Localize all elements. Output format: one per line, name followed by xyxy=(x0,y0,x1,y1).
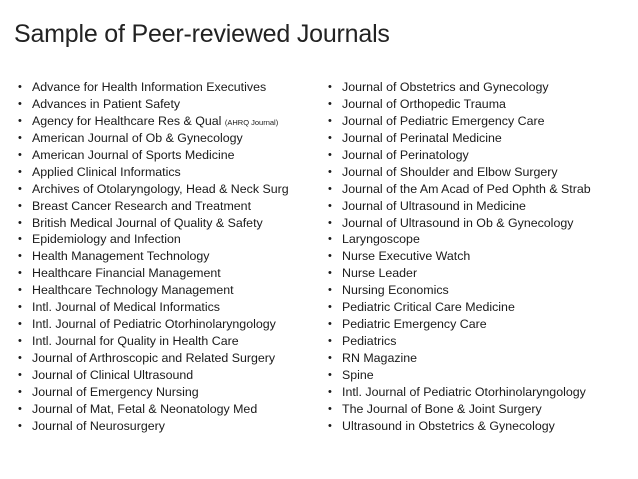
bullet: • xyxy=(18,233,22,246)
journal-name: Pediatrics xyxy=(342,334,397,349)
journal-name: Pediatric Emergency Care xyxy=(342,317,487,332)
list-item xyxy=(328,215,591,232)
bullet: • xyxy=(18,284,22,297)
journal-name: Journal of Pediatric Emergency Care xyxy=(342,113,545,128)
bullet: • xyxy=(328,419,332,432)
list-item xyxy=(18,299,289,316)
journal-name: Journal of Mat, Fetal & Neonatology Med xyxy=(32,401,258,416)
bullet: • xyxy=(328,233,332,246)
list-item xyxy=(18,231,289,248)
list-item xyxy=(328,282,591,299)
journal-name: Health Management Technology xyxy=(32,249,210,264)
list-item xyxy=(18,316,289,333)
list-item xyxy=(18,79,289,96)
journal-name: Nursing Economics xyxy=(342,283,449,298)
bullet: • xyxy=(328,301,332,314)
bullet: • xyxy=(18,318,22,331)
bullet: • xyxy=(18,385,22,398)
list-item xyxy=(328,401,591,418)
journal-name: RN Magazine xyxy=(342,351,418,365)
bullet: • xyxy=(18,97,22,110)
list-item xyxy=(328,164,591,181)
journal-name: Laryngoscope xyxy=(342,232,420,247)
journal-name: Intl. Journal of Pediatric Otorhinolaryngology xyxy=(342,384,586,399)
list-item xyxy=(18,130,289,147)
journal-name: Journal of Arthroscopic and Related Surgery xyxy=(32,351,276,365)
list-item xyxy=(18,164,289,181)
bullet: • xyxy=(328,148,332,161)
bullet: • xyxy=(328,199,332,212)
list-item xyxy=(18,248,289,265)
journal-name: Journal of Ultrasound in Medicine xyxy=(342,198,526,213)
list-item xyxy=(18,333,289,350)
list-item xyxy=(18,198,289,215)
bullet: • xyxy=(18,301,22,314)
journal-name: Spine xyxy=(342,367,374,382)
bullet: • xyxy=(18,81,22,93)
journal-name: Agency for Healthcare Res & Qual xyxy=(32,113,222,128)
list-item xyxy=(18,384,289,401)
journal-name: Journal of Orthopedic Trauma xyxy=(342,96,506,111)
bullet: • xyxy=(328,352,332,364)
journal-name: The Journal of Bone & Joint Surgery xyxy=(342,401,542,416)
journal-name: Journal of Obstetrics and Gynecology xyxy=(342,80,549,94)
bullet: • xyxy=(18,148,22,161)
list-item xyxy=(18,147,289,164)
journal-name: Healthcare Financial Management xyxy=(32,266,221,281)
journal-name: Nurse Leader xyxy=(342,266,418,281)
bullet: • xyxy=(18,267,22,280)
journal-name: Journal of Emergency Nursing xyxy=(32,384,199,399)
list-item xyxy=(328,79,591,96)
journal-name: Ultrasound in Obstetrics & Gynecology xyxy=(342,418,555,433)
bullet: • xyxy=(328,131,332,144)
list-item xyxy=(328,96,591,113)
list-item xyxy=(328,367,591,384)
journal-name: Intl. Journal of Pediatric Otorhinolaryngology xyxy=(32,317,276,332)
journal-name: British Medical Journal of Quality & Safety xyxy=(32,215,263,230)
bullet: • xyxy=(18,131,22,144)
bullet: • xyxy=(328,165,332,178)
journal-name: Breast Cancer Research and Treatment xyxy=(32,198,252,213)
list-item xyxy=(328,130,591,147)
journal-name: Journal of the Am Acad of Ped Ophth & Strab xyxy=(342,181,591,196)
journal-name: Journal of Perinatology xyxy=(342,147,469,162)
bullet: • xyxy=(18,182,22,195)
bullet: • xyxy=(18,352,22,364)
bullet: • xyxy=(18,165,22,178)
bullet: • xyxy=(328,284,332,297)
list-item xyxy=(328,113,591,130)
journal-name: Pediatric Critical Care Medicine xyxy=(342,300,515,315)
list-item xyxy=(328,316,591,333)
bullet: • xyxy=(328,368,332,381)
bullet: • xyxy=(328,182,332,195)
list-item xyxy=(18,401,289,418)
journal-name: Advance for Health Information Executives xyxy=(32,80,267,94)
journal-name: Archives of Otolaryngology, Head & Neck Surg xyxy=(32,181,289,196)
bullet: • xyxy=(18,335,22,348)
bullet: • xyxy=(328,267,332,280)
bullet: • xyxy=(328,81,332,93)
list-item xyxy=(328,265,591,282)
bullet: • xyxy=(328,97,332,110)
list-item xyxy=(18,113,289,130)
bullet: • xyxy=(18,368,22,381)
list-item xyxy=(328,181,591,198)
list-item xyxy=(328,333,591,350)
bullet: • xyxy=(328,250,332,263)
journal-name: Journal of Ultrasound in Ob & Gynecology xyxy=(342,215,574,230)
bullet: • xyxy=(328,114,332,127)
list-item xyxy=(18,418,289,435)
journal-name: American Journal of Ob & Gynecology xyxy=(32,130,243,145)
journal-name: Nurse Executive Watch xyxy=(342,249,471,264)
journal-name: Journal of Clinical Ultrasound xyxy=(32,367,194,382)
journal-name: Advances in Patient Safety xyxy=(32,96,181,111)
bullet: • xyxy=(328,402,332,415)
list-item xyxy=(328,231,591,248)
bullet: • xyxy=(328,318,332,331)
list-item xyxy=(328,384,591,401)
list-item xyxy=(328,248,591,265)
list-item xyxy=(18,350,289,367)
bullet: • xyxy=(18,114,22,127)
list-item xyxy=(328,147,591,164)
journal-note: (AHRQ Journal) xyxy=(224,117,279,127)
list-item xyxy=(18,215,289,232)
journal-name: Journal of Perinatal Medicine xyxy=(342,130,502,145)
bullet: • xyxy=(18,216,22,229)
journal-name: Applied Clinical Informatics xyxy=(32,164,181,179)
list-item xyxy=(18,181,289,198)
journal-list-right xyxy=(328,79,591,435)
list-item xyxy=(18,282,289,299)
list-item xyxy=(328,350,591,367)
list-item xyxy=(328,299,591,316)
bullet: • xyxy=(328,335,332,348)
list-item xyxy=(328,198,591,215)
bullet: • xyxy=(328,216,332,229)
list-item xyxy=(18,96,289,113)
bullet: • xyxy=(18,402,22,415)
journal-list-left xyxy=(18,79,289,435)
journal-name: Intl. Journal of Medical Informatics xyxy=(32,300,221,315)
list-item xyxy=(328,418,591,435)
page-title: Sample of Peer-reviewed Journals xyxy=(14,20,390,48)
journal-name: Healthcare Technology Management xyxy=(32,283,234,298)
journal-name: Journal of Neurosurgery xyxy=(32,418,165,433)
bullet: • xyxy=(18,250,22,263)
journal-name: American Journal of Sports Medicine xyxy=(32,147,235,162)
journal-name: Journal of Shoulder and Elbow Surgery xyxy=(342,164,558,179)
bullet: • xyxy=(18,199,22,212)
journal-name: Epidemiology and Infection xyxy=(32,232,181,247)
journal-name: Intl. Journal for Quality in Health Care xyxy=(32,334,239,349)
bullet: • xyxy=(328,385,332,398)
list-item xyxy=(18,265,289,282)
list-item xyxy=(18,367,289,384)
bullet: • xyxy=(18,419,22,432)
